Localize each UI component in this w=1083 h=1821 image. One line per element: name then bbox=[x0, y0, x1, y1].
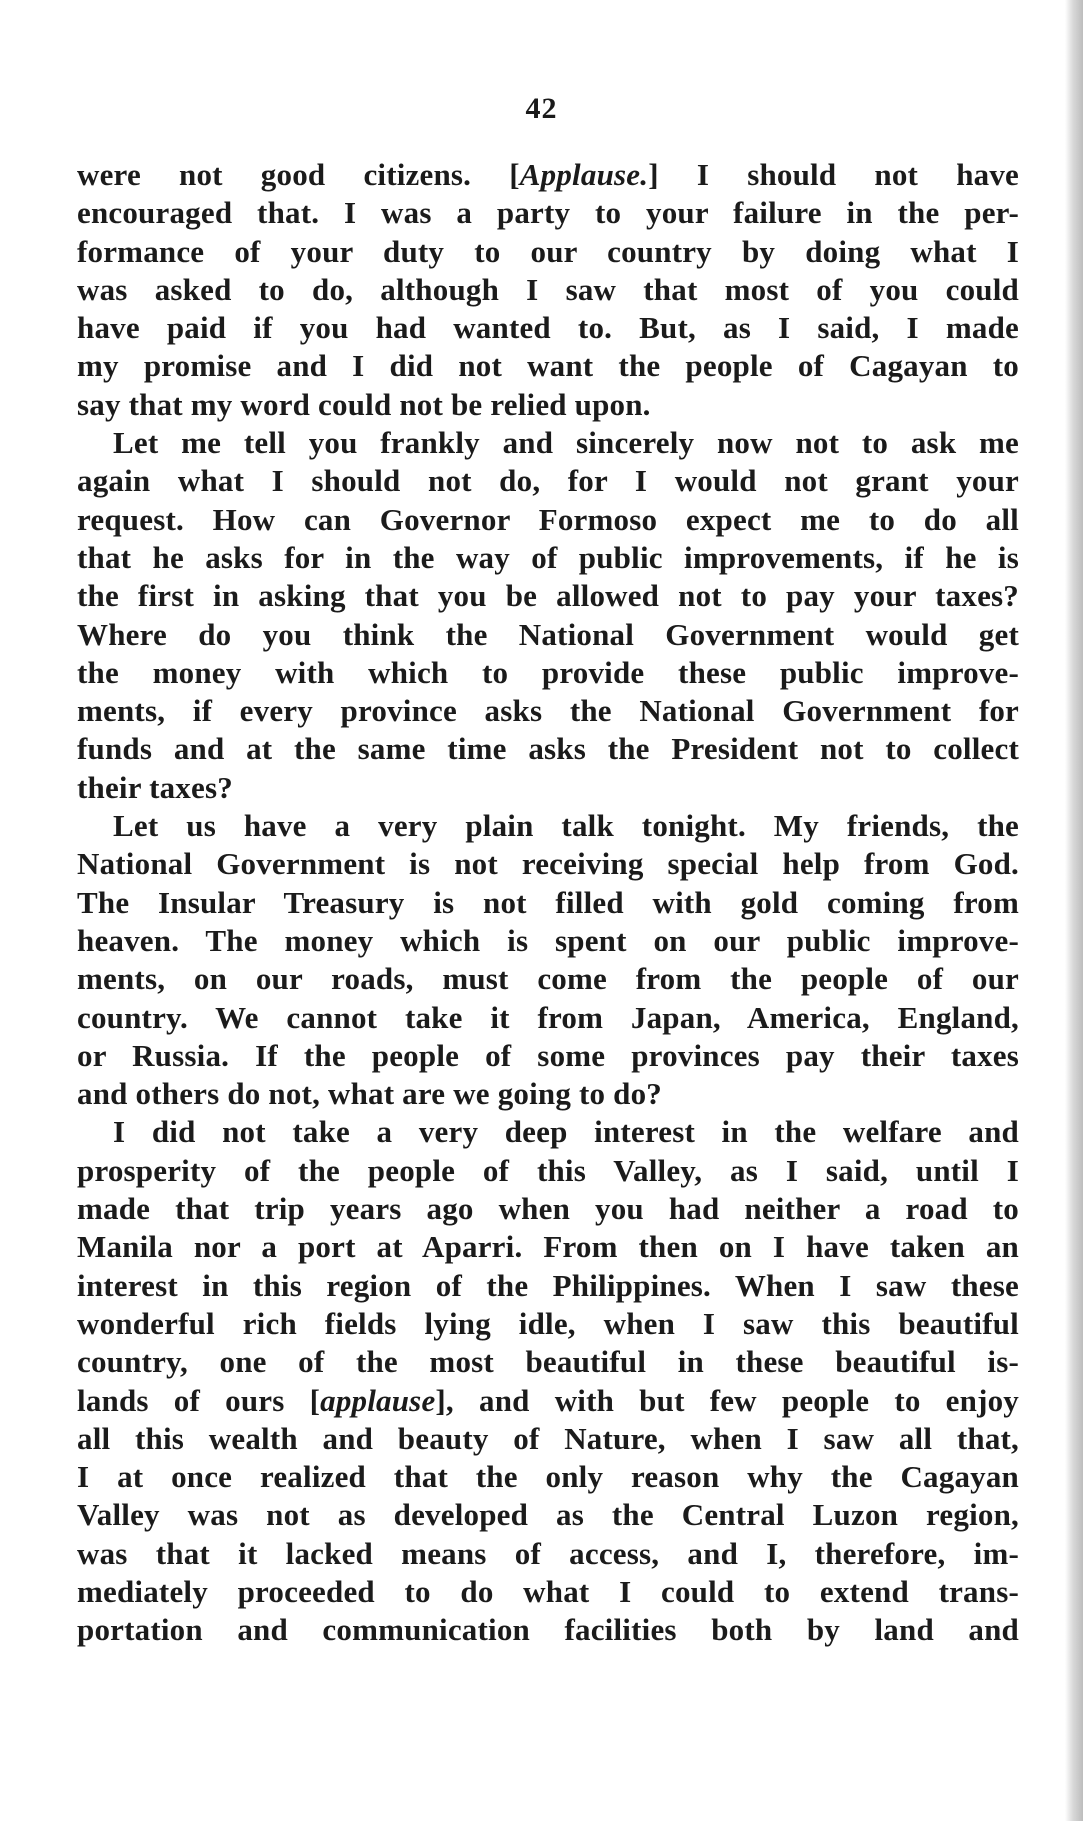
body-text bbox=[77, 156, 1019, 1650]
text-line: Where do you think the National Government would get bbox=[77, 616, 1019, 652]
text-line: lands of ours [applause], and with but few people to enjoy bbox=[77, 1382, 1019, 1418]
text-line: Manila nor a port at Aparri. From then on I have taken an bbox=[77, 1229, 1019, 1265]
text-line: funds and at the same time asks the President not to collect bbox=[77, 731, 1019, 767]
text-line: and others do not, what are we going to do? bbox=[77, 1076, 663, 1112]
text-line: heaven. The money which is spent on our public improve- bbox=[77, 922, 1019, 958]
text-line: all this wealth and beauty of Nature, when I saw all that, bbox=[77, 1420, 1019, 1456]
text-line: their taxes? bbox=[77, 769, 233, 805]
text-line: was asked to do, although I saw that most of you could bbox=[77, 271, 1019, 307]
text-line: Let us have a very plain talk tonight. My friends, the bbox=[113, 808, 1019, 844]
text-line: prosperity of the people of this Valley, as I said, until I bbox=[77, 1152, 1019, 1188]
paragraph bbox=[77, 1113, 1019, 1649]
text-line: portation and communication facilities both by land and bbox=[77, 1612, 1019, 1648]
text-line: say that my word could not be relied upon. bbox=[77, 386, 651, 422]
text-line: have paid if you had wanted to. But, as I said, I made bbox=[77, 310, 1019, 346]
text-line: I at once realized that the only reason why the Cagayan bbox=[77, 1459, 1019, 1495]
paragraph bbox=[77, 424, 1019, 807]
page-number: 42 bbox=[525, 92, 558, 125]
text-line: interest in this region of the Philippines. When I saw these bbox=[77, 1267, 1019, 1303]
text-line: that he asks for in the way of public improvements, if he is bbox=[77, 539, 1019, 575]
paragraph bbox=[77, 156, 1019, 424]
text-line: ments, if every province asks the National Government for bbox=[77, 693, 1019, 729]
text-line: Valley was not as developed as the Central Luzon region, bbox=[77, 1497, 1019, 1533]
text-line: ments, on our roads, must come from the people of our bbox=[77, 961, 1019, 997]
text-line: The Insular Treasury is not filled with gold coming from bbox=[77, 884, 1019, 920]
text-line: were not good citizens. [Applause.] I should not have bbox=[77, 157, 1019, 192]
page-edge-shadow bbox=[1065, 0, 1083, 1821]
text-line: made that trip years ago when you had neither a road to bbox=[77, 1191, 1019, 1227]
text-line: I did not take a very deep interest in the welfare and bbox=[113, 1114, 1019, 1150]
text-line: country, one of the most beautiful in these beautiful is- bbox=[77, 1344, 1019, 1380]
text-line: country. We cannot take it from Japan, America, England, bbox=[77, 999, 1019, 1035]
italic-text: Applause. bbox=[519, 157, 649, 192]
text-line: Let me tell you frankly and sincerely now not to ask me bbox=[113, 425, 1019, 461]
paragraph bbox=[77, 807, 1019, 1113]
text-line: was that it lacked means of access, and I, therefore, im- bbox=[77, 1535, 1019, 1571]
text-line: the first in asking that you be allowed not to pay your taxes? bbox=[77, 578, 1019, 614]
text-line: again what I should not do, for I would not grant your bbox=[77, 463, 1019, 499]
text-line: my promise and I did not want the people of Cagayan to bbox=[77, 348, 1019, 384]
text-line: request. How can Governor Formoso expect me to do all bbox=[77, 501, 1019, 537]
text-line: or Russia. If the people of some provinces pay their taxes bbox=[77, 1037, 1019, 1073]
text-line: wonderful rich fields lying idle, when I saw this beautiful bbox=[77, 1305, 1019, 1341]
text-line: National Government is not receiving special help from God. bbox=[77, 846, 1019, 882]
text-line: mediately proceeded to do what I could to extend trans- bbox=[77, 1573, 1019, 1609]
text-line: encouraged that. I was a party to your failure in the per- bbox=[77, 195, 1019, 231]
text-line: formance of your duty to our country by doing what I bbox=[77, 233, 1019, 269]
italic-text: applause bbox=[320, 1382, 436, 1418]
text-line: the money with which to provide these public improve- bbox=[77, 654, 1019, 690]
